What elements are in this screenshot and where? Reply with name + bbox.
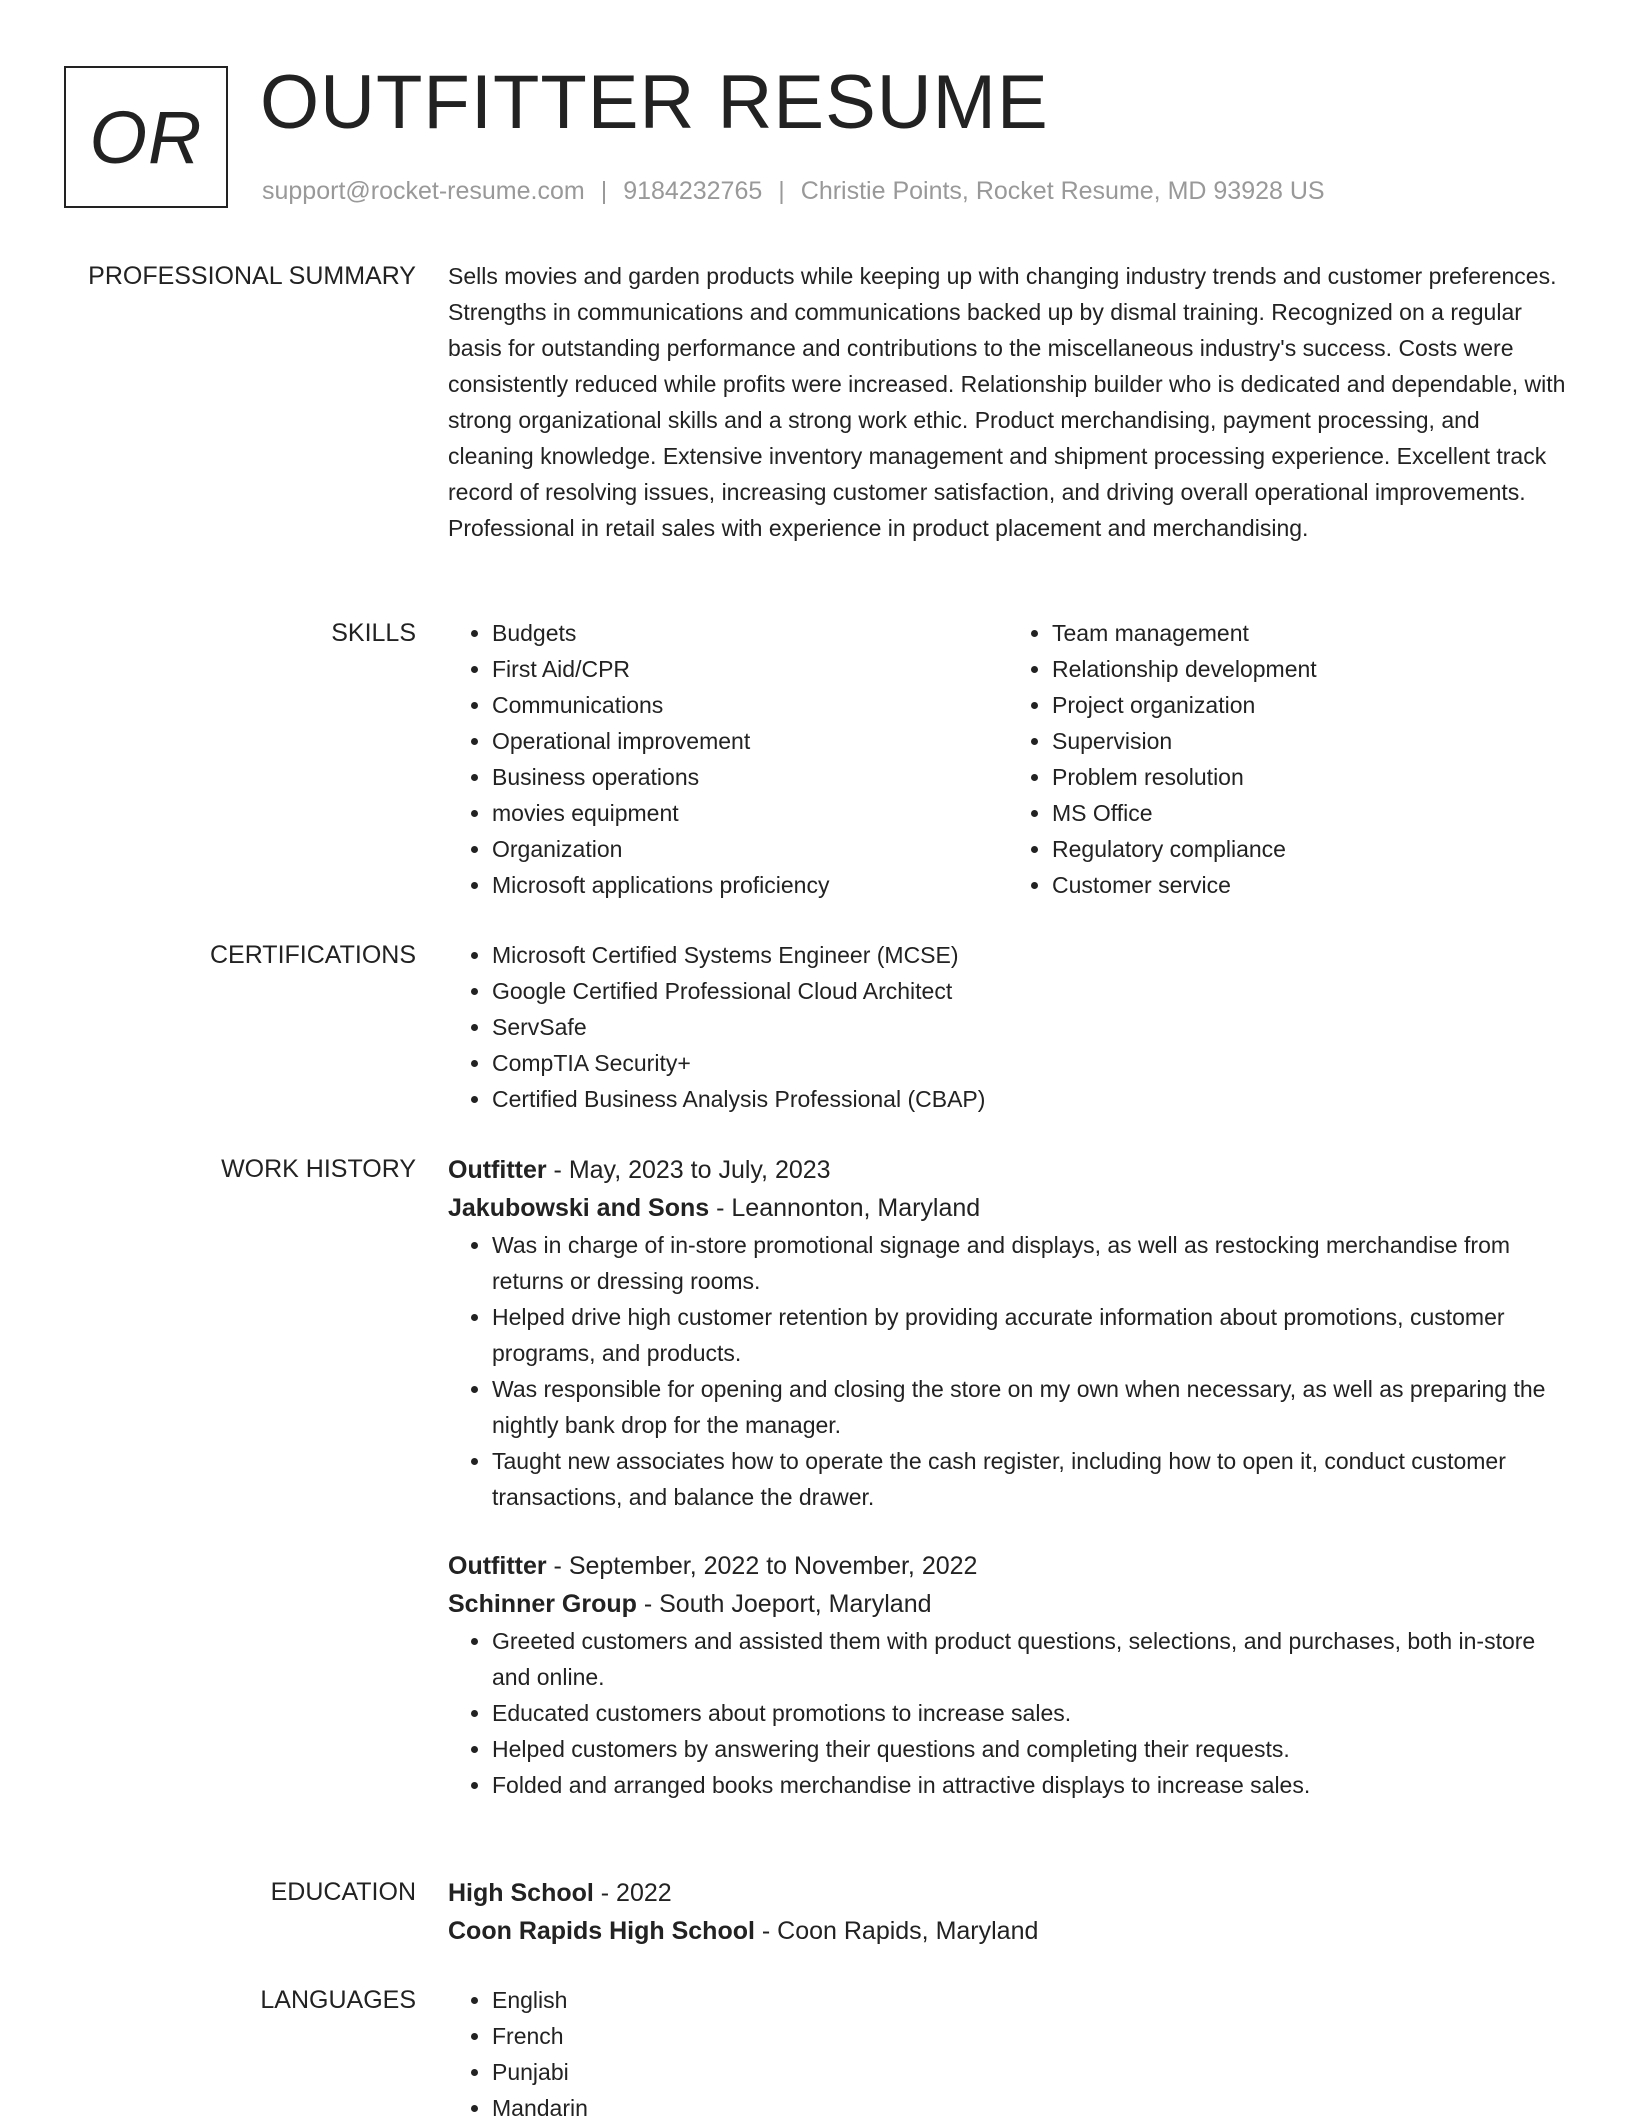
section-label-languages: LANGUAGES [260,1986,416,2014]
section-label-skills: SKILLS [331,619,416,647]
job-duty: • Educated customers about promotions to increase sales. [492,1695,1568,1731]
education-year: - 2022 [593,1879,672,1907]
job-duty: • Was responsible for opening and closing the store on my own when necessary, as well as preparing the nightly bank drop for the manager. [492,1371,1568,1443]
contact-phone: 9184232765 [623,177,763,205]
languages-list [448,1982,1568,2126]
language-item: • English [492,1982,1568,2018]
certification-item: • ServSafe [492,1009,1568,1045]
skills-list-left [448,615,1008,903]
job-company-line [448,1585,1568,1623]
summary-body [448,258,1568,546]
skill-item: • Supervision [1052,723,1568,759]
certification-item: • Certified Business Analysis Professional (CBAP) [492,1081,1568,1117]
job-dates: - September, 2022 to November, 2022 [546,1552,978,1580]
job-title: Outfitter [448,1156,547,1184]
job-company: Schinner Group [448,1590,637,1618]
job-location: - South Joeport, Maryland [636,1590,932,1618]
job-location: - Leannonton, Maryland [709,1194,981,1222]
language-item: • French [492,2018,1568,2054]
certification-item: • Google Certified Professional Cloud Architect [492,973,1568,1009]
job-entry [448,1151,1568,1515]
job-duty: • Folded and arranged books merchandise in attractive displays to increase sales. [492,1767,1568,1803]
skill-item: • MS Office [1052,795,1568,831]
skill-item: • Customer service [1052,867,1568,903]
skills-list-right [1008,615,1568,903]
resume-title: OUTFITTER RESUME [260,60,1049,145]
job-title: Outfitter [448,1552,547,1580]
job-duty: • Greeted customers and assisted them with product questions, selections, and purchases, both in-store and online. [492,1623,1568,1695]
education-school: Coon Rapids High School [448,1917,755,1945]
section-label-work-history: WORK HISTORY [221,1155,416,1183]
skill-item: • Problem resolution [1052,759,1568,795]
job-duty: • Helped customers by answering their questions and completing their requests. [492,1731,1568,1767]
summary-text: Sells movies and garden products while keeping up with changing industry trends and customer preferences. Strengths in communications and communications backed up by dismal training. Recognized on a regular basis for outstanding performance and contributions to the miscellaneous industry's success. Costs were consistently reduced while profits were increased. Relationship builder who is dedicated and dependable, with strong organizational skills and a strong work ethic. Product merchandising, payment processing, and cleaning knowledge. Extensive inventory management and shipment processing experience. Excellent track record of resolving issues, increasing customer satisfaction, and driving overall operational improvements. Professional in retail sales with experience in product placement and merchandising. [448,263,1566,541]
job-duties-list [448,1623,1568,1803]
job-duty: • Taught new associates how to operate the cash register, including how to open it, conduct customer transactions, and balance the drawer. [492,1443,1568,1515]
contact-address: Christie Points, Rocket Resume, MD 93928 US [800,177,1325,205]
skill-item: • Project organization [1052,687,1568,723]
education-degree-line [448,1874,1568,1912]
contact-separator: | [600,177,608,205]
section-label-summary: PROFESSIONAL SUMMARY [88,262,416,290]
skill-item: • Communications [492,687,1008,723]
certifications-list [448,937,1568,1117]
education-school-line [448,1912,1568,1950]
job-title-line [448,1151,1568,1189]
monogram-logo [64,66,228,208]
education-degree: High School [448,1879,594,1907]
skills-body [448,615,1568,903]
certification-item: • CompTIA Security+ [492,1045,1568,1081]
job-duty: • Helped drive high customer retention by providing accurate information about promotions, customer programs, and products. [492,1299,1568,1371]
education-location: - Coon Rapids, Maryland [754,1917,1039,1945]
contact-line [262,174,1325,208]
skill-item: • Organization [492,831,1008,867]
section-label-certifications: CERTIFICATIONS [209,941,416,969]
certifications-body [448,937,1568,1117]
skill-item: • Budgets [492,615,1008,651]
language-item: • Punjabi [492,2054,1568,2090]
contact-email: support@rocket-resume.com [262,177,585,205]
work-history-body [448,1151,1568,1803]
education-body [448,1874,1568,1950]
skill-item: • Team management [1052,615,1568,651]
job-dates: - May, 2023 to July, 2023 [546,1156,831,1184]
section-label-education: EDUCATION [270,1878,416,1906]
job-title-line [448,1547,1568,1585]
language-item: • Mandarin [492,2090,1568,2126]
skill-item: • movies equipment [492,795,1008,831]
job-company: Jakubowski and Sons [448,1194,710,1222]
job-company-line [448,1189,1568,1227]
job-entry [448,1547,1568,1803]
skill-item: • Operational improvement [492,723,1008,759]
skill-item: • Regulatory compliance [1052,831,1568,867]
skill-item: • Relationship development [1052,651,1568,687]
skill-item: • First Aid/CPR [492,651,1008,687]
skill-item: • Business operations [492,759,1008,795]
contact-separator: | [778,177,785,205]
languages-body [448,1982,1568,2126]
certification-item: • Microsoft Certified Systems Engineer (MCSE) [492,937,1568,973]
job-duties-list [448,1227,1568,1515]
job-duty: • Was in charge of in-store promotional signage and displays, as well as restocking merchandise from returns or dressing rooms. [492,1227,1568,1299]
skill-item: • Microsoft applications proficiency [492,867,1008,903]
monogram-text: OR [89,95,203,179]
